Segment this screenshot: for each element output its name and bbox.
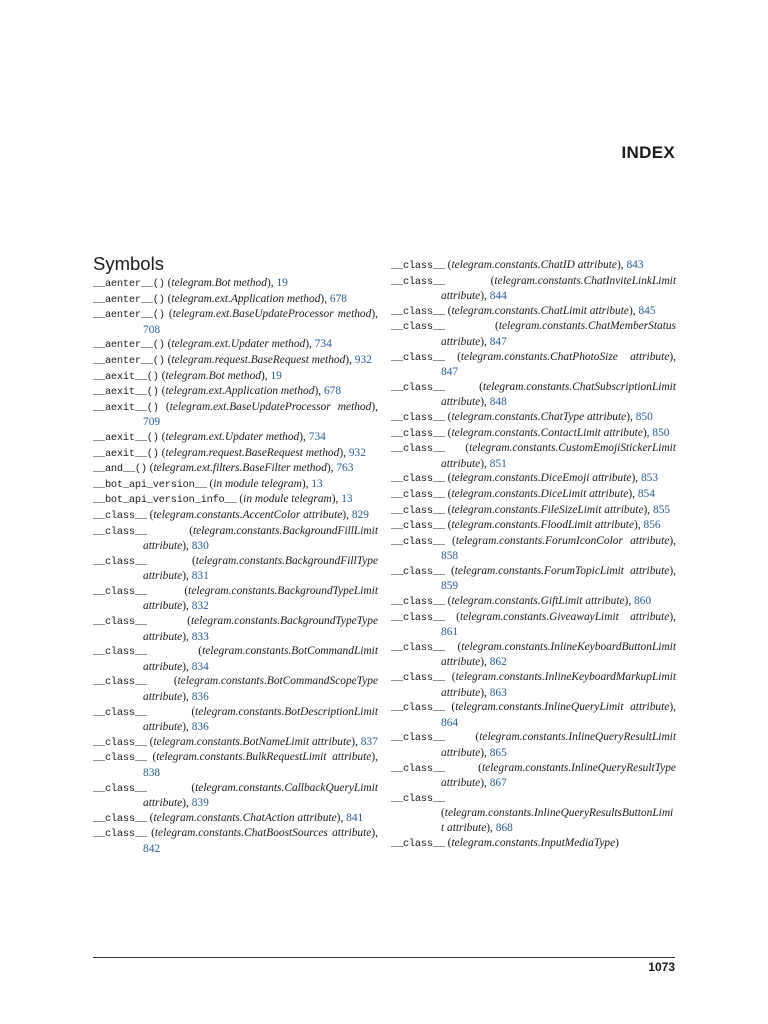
entry-description: telegram.Bot method xyxy=(165,369,261,382)
entry-description: telegram.constants.ContactLimit attribute xyxy=(451,426,643,439)
entry-description: telegram.constants.InlineQueryResultLimit attribute xyxy=(441,731,676,759)
index-entry: __class__ (telegram.constants.FloodLimit attribute), 856 xyxy=(391,519,661,533)
index-entry: __class__ (telegram.constants.InlineQueryResultsButtonLimit attribute), 868 xyxy=(391,792,674,834)
entry-description: telegram.constants.BotNameLimit attribute xyxy=(153,735,352,748)
entry-name: __aexit__() xyxy=(93,386,159,399)
entry-page-link[interactable]: 763 xyxy=(336,462,354,475)
entry-page-link[interactable]: 829 xyxy=(351,508,369,521)
index-entry: __class__ (telegram.constants.ChatMemberStatus attribute), 847 xyxy=(391,320,676,348)
entry-description: telegram.ext.BaseUpdateProcessor method xyxy=(169,400,372,413)
entry-description: telegram.constants.ChatLimit attribute xyxy=(451,304,629,317)
index-entry: __class__ (telegram.constants.ForumIconColor attribute), 858 xyxy=(391,534,676,563)
index-entry: __class__ (telegram.constants.ChatAction attribute), 841 xyxy=(93,811,364,825)
entry-page-link[interactable]: 848 xyxy=(489,396,507,409)
index-entry: __class__ (telegram.constants.BackgroundTypeLimit attribute), 832 xyxy=(93,584,378,613)
entry-name: __class__ xyxy=(391,473,445,486)
entry-page-link[interactable]: 842 xyxy=(143,842,161,855)
entry-description: telegram.constants.ChatBoostSources attribute xyxy=(154,827,372,840)
entry-name: __class__ xyxy=(391,321,445,334)
entry-page-link[interactable]: 678 xyxy=(329,292,347,305)
entry-description: telegram.constants.BackgroundFillType attribute xyxy=(143,554,378,583)
index-entry: __class__ (telegram.constants.BotCommandScopeType attribute), 836 xyxy=(93,675,378,704)
entry-description: telegram.constants.InlineQueryResultType attribute xyxy=(441,761,676,790)
entry-page-link[interactable]: 862 xyxy=(489,656,507,669)
index-entry: __bot_api_version_info__ (in module telegram), 13 xyxy=(93,493,353,507)
entry-name: __class__ xyxy=(391,702,445,715)
entry-name: __class__ xyxy=(93,616,147,629)
entry-page-link[interactable]: 831 xyxy=(191,570,209,583)
entry-name: __aenter__() xyxy=(93,309,165,322)
entry-name: __class__ xyxy=(93,555,147,568)
index-entry: __aexit__() (telegram.Bot method), 19 xyxy=(93,369,282,383)
index-entry: __class__ (telegram.constants.DiceEmoji attribute), 853 xyxy=(391,472,659,486)
entry-description: telegram.ext.BaseUpdateProcessor method xyxy=(172,308,372,321)
index-entry: __class__ (telegram.constants.ChatPhotoSize attribute), 847 xyxy=(391,350,676,379)
entry-description: telegram.constants.BotCommandLimit attribute xyxy=(143,645,378,673)
entry-name: __class__ xyxy=(391,443,445,456)
index-entry: __aexit__() (telegram.request.BaseRequest method), 932 xyxy=(93,446,366,460)
entry-page-link[interactable]: 851 xyxy=(489,457,507,470)
index-entry: __aenter__() (telegram.ext.Updater method), 734 xyxy=(93,338,332,352)
entry-page-link[interactable]: 734 xyxy=(308,430,326,443)
entry-name: __class__ xyxy=(93,646,147,659)
entry-page-link[interactable]: 837 xyxy=(360,735,378,748)
entry-name: __class__ xyxy=(93,812,147,825)
entry-name: __class__ xyxy=(391,565,445,578)
entry-description: telegram.constants.ChatType attribute xyxy=(451,410,627,423)
index-entry: __aexit__() (telegram.ext.Updater method), 734 xyxy=(93,430,326,444)
entry-page-link[interactable]: 678 xyxy=(323,385,342,398)
entry-name: __class__ xyxy=(391,504,445,517)
index-entry: __class__ (telegram.constants.BulkRequestLimit attribute), 838 xyxy=(93,751,378,779)
index-entry: __aenter__() (telegram.Bot method), 19 xyxy=(93,277,288,290)
entry-name: __class__ xyxy=(93,782,147,795)
entry-description: telegram.constants.FileSizeLimit attribute xyxy=(451,503,644,516)
entry-page-link[interactable]: 863 xyxy=(489,686,507,699)
entry-page-link[interactable]: 836 xyxy=(191,721,209,734)
entry-name: __aexit__() xyxy=(93,431,159,444)
entry-name: __class__ xyxy=(391,488,445,501)
entry-page-link[interactable]: 861 xyxy=(441,626,459,639)
index-entry: __class__ (telegram.constants.BotDescriptionLimit attribute), 836 xyxy=(93,705,378,734)
entry-page-link[interactable]: 834 xyxy=(191,660,209,673)
section-heading-symbols: Symbols xyxy=(93,253,164,274)
entry-name: __class__ xyxy=(391,305,445,318)
entry-description: telegram.ext.Application method xyxy=(165,385,315,398)
entry-name: __aenter__() xyxy=(93,354,165,367)
entry-name: __class__ xyxy=(391,641,445,654)
entry-page-link[interactable]: 844 xyxy=(489,290,507,303)
entry-page-link[interactable]: 858 xyxy=(441,550,459,563)
entry-name: __class__ xyxy=(391,837,445,850)
index-entry: __class__ (telegram.constants.FileSizeLimit attribute), 855 xyxy=(391,503,671,517)
entry-description: telegram.ext.Updater method xyxy=(171,338,306,351)
entry-name: __aexit__() xyxy=(93,401,159,414)
entry-description: telegram.constants.ChatMemberStatus attribute xyxy=(441,320,676,348)
index-entry: __class__ (telegram.constants.CustomEmojiStickerLimit attribute), 851 xyxy=(391,442,676,470)
index-column-left xyxy=(93,276,378,857)
entry-name: __aexit__() xyxy=(93,370,159,383)
entry-name: __class__ xyxy=(391,611,445,624)
entry-description: telegram.constants.BackgroundFillLimit attribute xyxy=(143,524,378,553)
index-entry: __class__ (telegram.constants.GiveawayLimit attribute), 861 xyxy=(391,610,676,639)
entry-description: telegram.constants.ForumTopicLimit attribute xyxy=(454,564,670,577)
entry-name: __class__ xyxy=(391,411,445,424)
entry-page-link[interactable]: 13 xyxy=(311,477,323,490)
entry-name: __class__ xyxy=(391,351,445,364)
entry-description: telegram.constants.AccentColor attribute xyxy=(153,508,343,521)
entry-name: __and__() xyxy=(93,463,147,476)
entry-page-link[interactable]: 850 xyxy=(635,410,653,423)
index-entry: __class__ (telegram.constants.DiceLimit attribute), 854 xyxy=(391,487,655,501)
index-entry: __class__ (telegram.constants.ChatLimit attribute), 845 xyxy=(391,304,656,318)
index-entry: __and__() (telegram.ext.filters.BaseFilter method), 763 xyxy=(93,462,354,476)
entry-description: telegram.ext.Application method xyxy=(171,292,321,305)
entry-description: telegram.constants.ChatPhotoSize attribute xyxy=(460,350,670,363)
index-entry: __class__ (telegram.constants.BotCommandLimit attribute), 834 xyxy=(93,645,378,673)
entry-name: __bot_api_version__ xyxy=(93,478,207,491)
index-entry: __class__ (telegram.constants.InlineKeyboardButtonLimit attribute), 862 xyxy=(391,640,676,669)
entry-description: telegram.constants.InlineQueryResultsButtonLimit attribute xyxy=(441,807,674,834)
entry-name: __class__ xyxy=(391,792,445,805)
entry-description: telegram.constants.DiceEmoji attribute xyxy=(451,472,632,485)
entry-description: telegram.ext.Updater method xyxy=(165,430,300,443)
index-entry: __class__ (telegram.constants.ChatBoostSources attribute), 842 xyxy=(93,827,378,855)
entry-name: __class__ xyxy=(391,275,445,288)
entry-page-link[interactable]: 854 xyxy=(637,487,655,500)
entry-name: __class__ xyxy=(93,585,147,598)
index-entry: __class__ (telegram.constants.CallbackQueryLimit attribute), 839 xyxy=(93,781,378,810)
entry-page-link[interactable]: 709 xyxy=(143,416,161,429)
entry-page-link[interactable]: 856 xyxy=(643,519,661,532)
index-entry: __class__ (telegram.constants.AccentColor attribute), 829 xyxy=(93,508,369,522)
entry-name: __class__ xyxy=(391,732,445,745)
index-entry: __aenter__() (telegram.ext.Application method), 678 xyxy=(93,292,347,306)
index-entry: __class__ (telegram.constants.ChatID attribute), 843 xyxy=(391,259,644,272)
entry-description: telegram.constants.ChatID attribute xyxy=(451,259,617,271)
entry-name: __class__ xyxy=(93,752,147,765)
entry-page-link[interactable]: 19 xyxy=(270,369,282,382)
entry-name: __aenter__() xyxy=(93,293,165,306)
entry-name: __class__ xyxy=(391,672,445,685)
entry-name: __aenter__() xyxy=(93,339,165,352)
entry-page-link[interactable]: 855 xyxy=(653,503,671,516)
entry-page-link[interactable]: 867 xyxy=(489,777,507,790)
index-entry: __class__ (telegram.constants.InlineKeyboardMarkupLimit attribute), 863 xyxy=(391,671,676,699)
entry-name: __aexit__() xyxy=(93,447,159,460)
index-entry: __class__ (telegram.constants.BackgroundFillLimit attribute), 830 xyxy=(93,524,378,553)
entry-name: __class__ xyxy=(391,596,445,609)
index-entry: __aenter__() (telegram.ext.BaseUpdateProcessor method), 708 xyxy=(93,308,378,336)
entry-name: __class__ xyxy=(391,762,445,775)
index-entry: __class__ (telegram.constants.InlineQueryResultType attribute), 867 xyxy=(391,761,676,790)
entry-description: telegram.constants.BotDescriptionLimit attribute xyxy=(143,705,378,734)
entry-description: telegram.constants.GiftLimit attribute xyxy=(451,595,625,608)
entry-page-link[interactable]: 868 xyxy=(495,821,513,834)
entry-name: __class__ xyxy=(93,509,147,522)
index-entry: __class__ (telegram.constants.ChatSubscriptionLimit attribute), 848 xyxy=(391,380,676,409)
entry-page-link[interactable]: 850 xyxy=(652,426,670,439)
entry-description: in module telegram xyxy=(243,493,332,506)
entry-page-link[interactable]: 832 xyxy=(191,600,209,613)
entry-description: telegram.constants.ChatAction attribute xyxy=(153,811,337,824)
entry-description: telegram.constants.InlineQueryLimit attribute xyxy=(455,701,670,714)
entry-description: telegram.constants.DiceLimit attribute xyxy=(451,487,629,500)
entry-description: telegram.constants.ChatSubscriptionLimit attribute xyxy=(441,380,676,409)
entry-page-link[interactable]: 853 xyxy=(640,472,659,485)
entry-page-link[interactable]: 847 xyxy=(441,366,459,379)
index-entry: __class__ (telegram.constants.BackgroundFillType attribute), 831 xyxy=(93,554,378,583)
entry-page-link[interactable]: 19 xyxy=(276,277,288,289)
entry-description: telegram.constants.CallbackQueryLimit attribute xyxy=(143,781,378,810)
index-entry: __class__ (telegram.constants.BotNameLimit attribute), 837 xyxy=(93,735,378,749)
entry-name: __class__ xyxy=(391,260,445,272)
index-entry: __class__ (telegram.constants.InputMediaType) xyxy=(391,836,619,850)
index-entry: __class__ (telegram.constants.ChatType attribute), 850 xyxy=(391,410,653,424)
entry-description: telegram.constants.CustomEmojiStickerLimit attribute xyxy=(441,442,676,470)
index-entry: __class__ (telegram.constants.BackgroundTypeType attribute), 833 xyxy=(93,615,378,643)
entry-page-link[interactable]: 932 xyxy=(354,353,372,366)
index-entry: __bot_api_version__ (in module telegram), 13 xyxy=(93,477,323,491)
entry-name: __class__ xyxy=(93,706,147,719)
entry-page-link[interactable]: 845 xyxy=(638,304,656,317)
index-entry: __aexit__() (telegram.ext.Application method), 678 xyxy=(93,385,342,399)
entry-page-link[interactable]: 734 xyxy=(314,338,332,351)
index-entry: __aenter__() (telegram.request.BaseRequest method), 932 xyxy=(93,353,372,367)
entry-page-link[interactable]: 838 xyxy=(143,767,161,779)
index-entry: __class__ (telegram.constants.ForumTopicLimit attribute), 859 xyxy=(391,564,676,593)
entry-description: telegram.request.BaseRequest method xyxy=(171,353,346,366)
entry-page-link[interactable]: 836 xyxy=(191,691,209,704)
entry-description: telegram.constants.ForumIconColor attribute xyxy=(455,534,670,547)
index-entry: __class__ (telegram.constants.InlineQueryLimit attribute), 864 xyxy=(391,701,676,729)
entry-page-link[interactable]: 830 xyxy=(191,540,209,553)
entry-page-link[interactable]: 864 xyxy=(441,716,459,729)
entry-page-link[interactable]: 843 xyxy=(626,259,644,271)
entry-page-link[interactable]: 833 xyxy=(191,630,209,643)
page-title: INDEX xyxy=(621,143,675,162)
footer-divider xyxy=(93,957,675,958)
entry-page-link[interactable]: 860 xyxy=(634,595,652,608)
entry-description: telegram.constants.BackgroundTypeType attribute xyxy=(143,615,378,643)
entry-description: telegram.request.BaseRequest method xyxy=(165,446,340,459)
entry-page-link[interactable]: 847 xyxy=(489,335,507,348)
index-entry: __class__ (telegram.constants.InlineQueryResultLimit attribute), 865 xyxy=(391,731,676,759)
entry-description: telegram.constants.BotCommandScopeType attribute xyxy=(143,675,378,704)
entry-name: __class__ xyxy=(93,736,147,749)
entry-name: __aenter__() xyxy=(93,278,165,290)
index-entry: __class__ (telegram.constants.ContactLimit attribute), 850 xyxy=(391,426,670,440)
entry-name: __class__ xyxy=(391,520,445,533)
entry-description: telegram.Bot method xyxy=(171,277,267,289)
entry-name: __class__ xyxy=(93,525,147,538)
entry-page-link[interactable]: 859 xyxy=(441,580,459,593)
entry-page-link[interactable]: 865 xyxy=(489,747,507,759)
entry-name: __class__ xyxy=(391,427,445,440)
index-entry: __class__ (telegram.constants.ChatInviteLinkLimit attribute), 844 xyxy=(391,274,676,303)
entry-description: telegram.ext.filters.BaseFilter method xyxy=(153,462,327,475)
entry-page-link[interactable]: 841 xyxy=(346,811,364,824)
entry-page-link[interactable]: 839 xyxy=(191,797,209,810)
entry-description: telegram.constants.ChatInviteLinkLimit attribute xyxy=(441,274,676,303)
index-column-right xyxy=(391,258,676,851)
entry-name: __class__ xyxy=(391,381,445,394)
entry-description: in module telegram xyxy=(213,477,302,490)
entry-description: telegram.constants.BulkRequestLimit attribute xyxy=(156,751,372,764)
entry-description: telegram.constants.BackgroundTypeLimit attribute xyxy=(143,584,378,613)
entry-description: telegram.constants.FloodLimit attribute xyxy=(451,519,635,532)
entry-description: telegram.constants.InlineKeyboardButtonLimit attribute xyxy=(441,640,676,669)
entry-page-link[interactable]: 13 xyxy=(341,493,353,506)
index-entry: __aexit__() (telegram.ext.BaseUpdateProcessor method), 709 xyxy=(93,400,378,429)
page-number: 1073 xyxy=(648,960,675,974)
entry-name: __class__ xyxy=(93,828,147,841)
entry-page-link[interactable]: 708 xyxy=(143,323,161,336)
entry-name: __class__ xyxy=(391,535,445,548)
entry-description: telegram.constants.InlineKeyboardMarkupLimit attribute xyxy=(441,671,676,699)
entry-name: __bot_api_version_info__ xyxy=(93,494,237,507)
entry-description: telegram.constants.GiveawayLimit attribute xyxy=(459,610,670,623)
index-entry: __class__ (telegram.constants.GiftLimit attribute), 860 xyxy=(391,595,652,609)
entry-page-link[interactable]: 932 xyxy=(348,446,366,459)
entry-description: telegram.constants.InputMediaType xyxy=(451,836,616,849)
entry-name: __class__ xyxy=(93,676,147,689)
